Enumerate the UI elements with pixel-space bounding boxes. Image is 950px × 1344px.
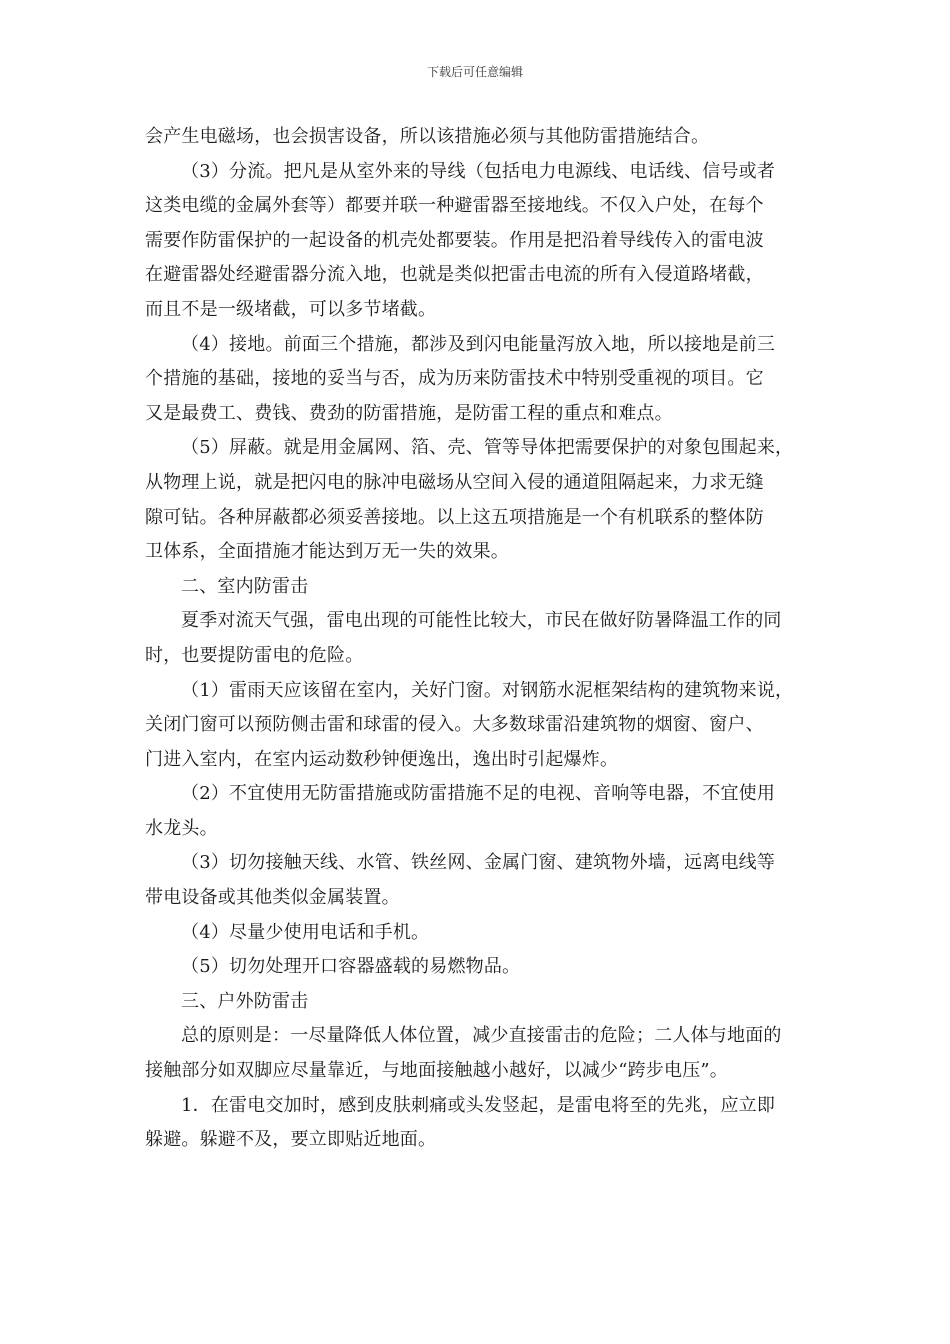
text-line: （1）雷雨天应该留在室内，关好门窗。对钢筋水泥框架结构的建筑物来说， bbox=[181, 679, 794, 701]
text-line: （4）尽量少使用电话和手机。 bbox=[181, 921, 430, 943]
text-line: 又是最费工、费钱、费劲的防雷措施，是防雷工程的重点和难点。 bbox=[145, 402, 673, 424]
text-line: 关闭门窗可以预防侧击雷和球雷的侵入。大多数球雷沿建筑物的烟窗、窗户、 bbox=[145, 714, 764, 736]
text-line: （3）分流。把凡是从室外来的导线（包括电力电源线、电话线、信号或者 bbox=[181, 160, 776, 182]
text-line: 1．在雷电交加时，感到皮肤刺痛或头发竖起，是雷电将至的先兆，应立即 bbox=[181, 1094, 776, 1116]
text-line: （5）切勿处理开口容器盛载的易燃物品。 bbox=[181, 956, 521, 978]
text-line: 个措施的基础，接地的妥当与否，成为历来防雷技术中特别受重视的项目。它 bbox=[145, 368, 764, 390]
text-line: 卫体系，全面措施才能达到万无一失的效果。 bbox=[145, 541, 509, 563]
text-line: 门进入室内，在室内运动数秒钟便逸出，逸出时引起爆炸。 bbox=[145, 748, 619, 770]
text-line: 隙可钻。各种屏蔽都必须妥善接地。以上这五项措施是一个有机联系的整体防 bbox=[145, 506, 764, 528]
text-line: 需要作防雷保护的一起设备的机壳处都要装。作用是把沿着导线传入的雷电波 bbox=[145, 229, 764, 251]
text-line: 带电设备或其他类似金属装置。 bbox=[145, 887, 400, 909]
text-line: 躲避。躲避不及，要立即贴近地面。 bbox=[145, 1129, 437, 1151]
page-header: 下载后可任意编辑 bbox=[426, 65, 523, 79]
document-body bbox=[145, 120, 825, 1158]
text-line: 这类电缆的金属外套等）都要并联一种避雷器至接地线。不仅入户处，在每个 bbox=[145, 195, 764, 217]
text-line: 水龙头。 bbox=[145, 817, 218, 839]
text-line: 时，也要提防雷电的危险。 bbox=[145, 644, 364, 666]
text-line: 而且不是一级堵截，可以多节堵截。 bbox=[145, 298, 437, 320]
text-line: （2）不宜使用无防雷措施或防雷措施不足的电视、音响等电器，不宜使用 bbox=[181, 783, 776, 805]
text-line: （5）屏蔽。就是用金属网、箔、壳、管等导体把需要保护的对象包围起来， bbox=[181, 437, 794, 459]
text-line: 总的原则是：一尽量降低人体位置，减少直接雷击的危险；二人体与地面的 bbox=[181, 1025, 782, 1047]
section-heading: 三、户外防雷击 bbox=[181, 990, 309, 1012]
text-line: （3）切勿接触天线、水管、铁丝网、金属门窗、建筑物外墙，远离电线等 bbox=[181, 852, 776, 874]
text-line: 夏季对流天气强，雷电出现的可能性比较大，市民在做好防暑降温工作的同 bbox=[181, 610, 782, 632]
text-line: 在避雷器处经避雷器分流入地，也就是类似把雷击电流的所有入侵道路堵截， bbox=[145, 264, 764, 286]
section-heading: 二、室内防雷击 bbox=[181, 575, 309, 597]
text-line: （4）接地。前面三个措施，都涉及到闪电能量泻放入地，所以接地是前三 bbox=[181, 333, 776, 355]
text-line: 会产生电磁场，也会损害设备，所以该措施必须与其他防雷措施结合。 bbox=[145, 126, 710, 147]
text-line: 接触部分如双脚应尽量靠近，与地面接触越小越好，以减少“跨步电压”。 bbox=[145, 1060, 729, 1082]
text-line: 从物理上说，就是把闪电的脉冲电磁场从空间入侵的通道阻隔起来，力求无缝 bbox=[145, 471, 764, 493]
